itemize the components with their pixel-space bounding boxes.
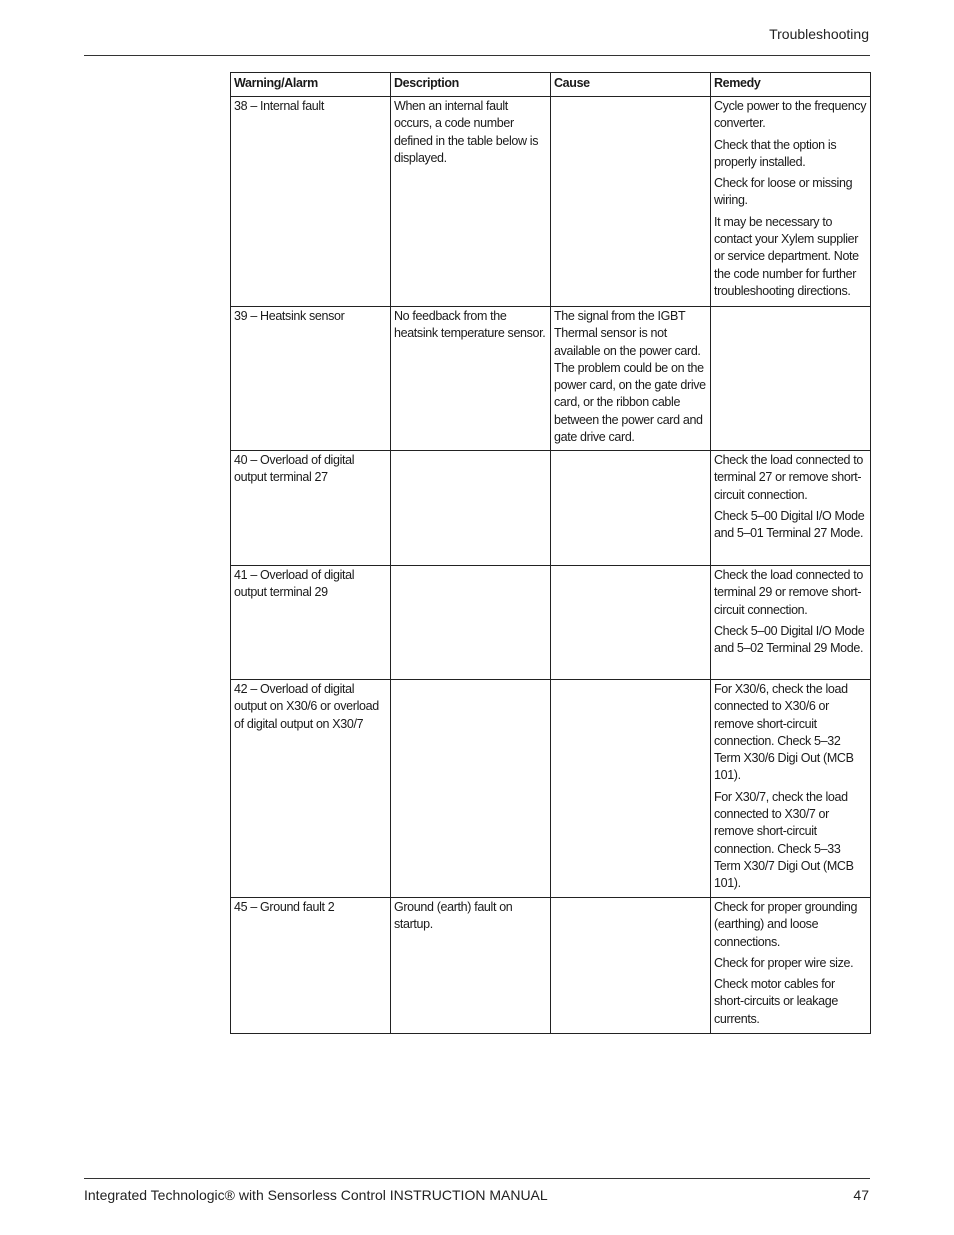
table-row xyxy=(231,898,871,1034)
remedy-step: Check 5–00 Digital I/O Mode and 5–02 Terminal 29 Mode. xyxy=(714,623,865,656)
remedy-cell xyxy=(711,680,871,898)
footer-divider xyxy=(84,1178,870,1179)
column-header-warning-alarm: Warning/Alarm xyxy=(231,73,391,97)
alarm-cell: 40 – Overload of digital output terminal 27 xyxy=(231,451,391,566)
remedy-step: Check for loose or missing wiring. xyxy=(714,176,853,208)
remedy-cell xyxy=(711,451,871,566)
description-cell xyxy=(391,680,551,898)
cause-cell xyxy=(551,680,711,898)
description-cell xyxy=(391,451,551,566)
column-header-cause: Cause xyxy=(551,73,711,97)
remedy-cell xyxy=(711,307,871,451)
column-header-description: Description xyxy=(391,73,551,97)
description-cell: Ground (earth) fault on startup. xyxy=(391,898,551,1034)
table-row xyxy=(231,451,871,566)
alarm-cell: 38 – Internal fault xyxy=(231,97,391,307)
alarm-cell: 42 – Overload of digital output on X30/6 or overload of digital output on X30/7 xyxy=(231,680,391,898)
remedy-step: Check 5–00 Digital I/O Mode and 5–01 Terminal 27 Mode. xyxy=(714,508,865,541)
remedy-step: Check that the option is properly installed. xyxy=(714,137,837,169)
alarm-cell: 45 – Ground fault 2 xyxy=(231,898,391,1034)
table-row xyxy=(231,97,871,307)
cause-cell xyxy=(551,898,711,1034)
remedy-step: Check the load connected to terminal 27 or remove short-circuit connection. xyxy=(714,453,863,502)
cause-cell: The signal from the IGBT Thermal sensor is not available on the power card. The problem could be on the power card, on the gate drive card, or the ribbon cable between the power card and gate drive card. xyxy=(551,307,711,451)
table-row xyxy=(231,307,871,451)
remedy-step: It may be necessary to contact your Xylem supplier or service department. Note the code number for further troubleshooting directions. xyxy=(714,214,859,298)
table-row xyxy=(231,566,871,680)
remedy-step: Check for proper grounding (earthing) and loose connections. xyxy=(714,900,858,949)
alarm-cell: 41 – Overload of digital output terminal 29 xyxy=(231,566,391,680)
remedy-step: Check the load connected to terminal 29 or remove short-circuit connection. xyxy=(714,568,863,617)
remedy-cell xyxy=(711,898,871,1034)
remedy-step: Check motor cables for short-circuits or leakage currents. xyxy=(714,977,838,1026)
troubleshooting-table xyxy=(230,72,871,1034)
manual-title: Integrated Technologic® with Sensorless Control INSTRUCTION MANUAL xyxy=(84,1187,548,1203)
description-cell xyxy=(391,566,551,680)
cause-cell xyxy=(551,451,711,566)
description-cell: When an internal fault occurs, a code number defined in the table below is displayed. xyxy=(391,97,551,307)
remedy-step: Cycle power to the frequency converter. xyxy=(714,99,867,131)
alarm-cell: 39 – Heatsink sensor xyxy=(231,307,391,451)
remedy-step: Check for proper wire size. xyxy=(714,955,854,970)
cause-cell xyxy=(551,566,711,680)
section-title: Troubleshooting xyxy=(769,26,869,42)
table-header-row xyxy=(231,73,871,97)
remedy-step: For X30/7, check the load connected to X30/7 or remove short-circuit connection. Check 5–33 Term X30/7 Digi Out (MCB 101). xyxy=(714,789,854,891)
cause-cell xyxy=(551,97,711,307)
remedy-cell xyxy=(711,566,871,680)
remedy-cell xyxy=(711,97,871,307)
column-header-remedy: Remedy xyxy=(711,73,871,97)
remedy-step: For X30/6, check the load connected to X30/6 or remove short-circuit connection. Check 5–32 Term X30/6 Digi Out (MCB 101). xyxy=(714,682,854,783)
header-divider xyxy=(84,55,870,56)
page-number: 47 xyxy=(853,1187,869,1203)
table-row xyxy=(231,680,871,898)
description-cell: No feedback from the heatsink temperature sensor. xyxy=(391,307,551,451)
